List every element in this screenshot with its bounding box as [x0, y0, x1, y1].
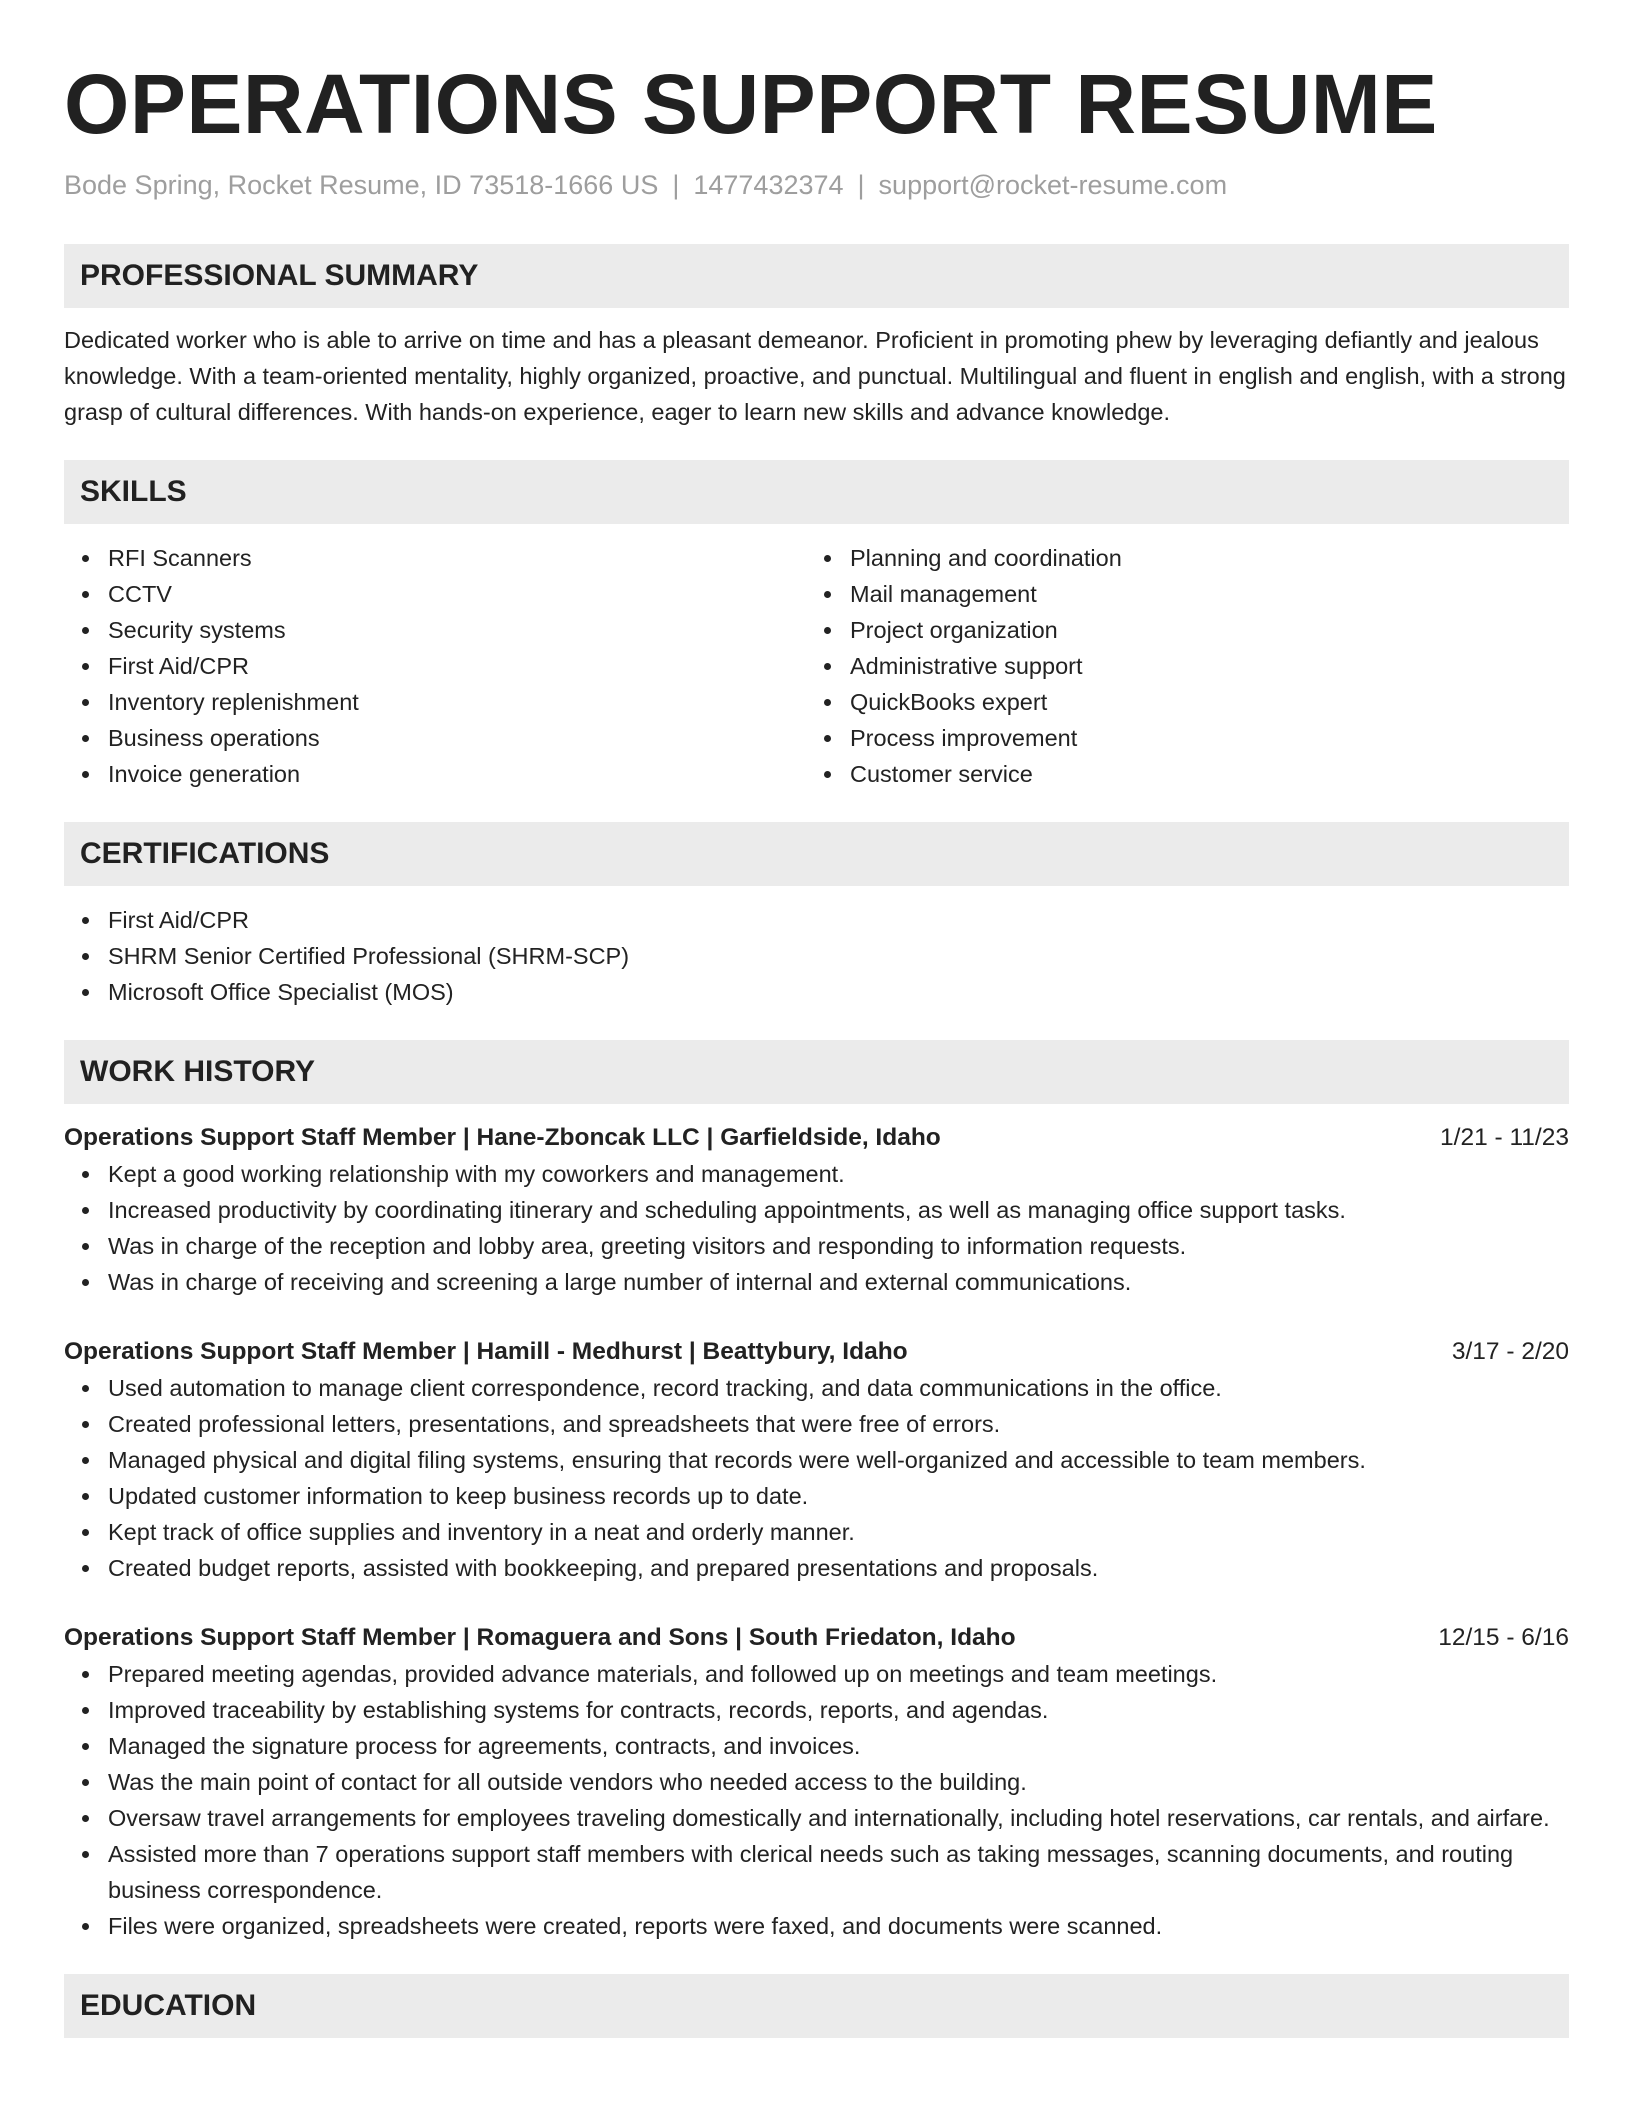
skills-column-right [806, 540, 1548, 792]
skill-item: Customer service [850, 756, 1548, 792]
job-bullet: Files were organized, spreadsheets were created, reports were faxed, and documents were scanned. [108, 1908, 1569, 1944]
skill-item: Invoice generation [108, 756, 806, 792]
job-bullet: Kept a good working relationship with my coworkers and management. [108, 1156, 1569, 1192]
job-header [64, 1620, 1569, 1656]
contact-address: Bode Spring, Rocket Resume, ID 73518-1666 US [64, 170, 659, 200]
job-bullet: Assisted more than 7 operations support staff members with clerical needs such as taking messages, scanning documents, and routing business correspondence. [108, 1836, 1569, 1908]
skill-item: Security systems [108, 612, 806, 648]
skill-item: CCTV [108, 576, 806, 612]
skill-item: Mail management [850, 576, 1548, 612]
section-header-education: EDUCATION [64, 1974, 1569, 2038]
skill-item: RFI Scanners [108, 540, 806, 576]
section-header-certifications: CERTIFICATIONS [64, 822, 1569, 886]
contact-separator: | [672, 170, 680, 200]
job-bullet: Created professional letters, presentations, and spreadsheets that were free of errors. [108, 1406, 1569, 1442]
certification-item: SHRM Senior Certified Professional (SHRM-SCP) [108, 938, 1569, 974]
job-bullet: Managed the signature process for agreements, contracts, and invoices. [108, 1728, 1569, 1764]
skills-left-list [64, 540, 806, 792]
job-entry [64, 1120, 1569, 1300]
certification-item: First Aid/CPR [108, 902, 1569, 938]
contact-line [64, 166, 1569, 204]
job-bullets [64, 1656, 1569, 1944]
job-bullet: Was the main point of contact for all outside vendors who needed access to the building. [108, 1764, 1569, 1800]
skills-list [64, 540, 1569, 792]
job-entry [64, 1334, 1569, 1586]
job-title: Operations Support Staff Member | Hamill - Medhurst | Beattybury, Idaho [64, 1338, 908, 1365]
job-dates: 1/21 - 11/23 [1440, 1124, 1569, 1151]
job-bullet: Improved traceability by establishing systems for contracts, records, reports, and agendas. [108, 1692, 1569, 1728]
job-bullet: Was in charge of receiving and screening a large number of internal and external communications. [108, 1264, 1569, 1300]
contact-separator: | [857, 170, 865, 200]
skill-item: Process improvement [850, 720, 1548, 756]
job-bullet: Used automation to manage client correspondence, record tracking, and data communications in the office. [108, 1370, 1569, 1406]
section-header-work-history: WORK HISTORY [64, 1040, 1569, 1104]
contact-phone: 1477432374 [693, 170, 844, 200]
job-dates: 3/17 - 2/20 [1451, 1338, 1569, 1365]
job-bullets [64, 1370, 1569, 1586]
job-title: Operations Support Staff Member | Hane-Zboncak LLC | Garfieldside, Idaho [64, 1124, 941, 1151]
certifications-list [64, 902, 1569, 1010]
skills-right-list [806, 540, 1548, 792]
job-header [64, 1334, 1569, 1370]
contact-email: support@rocket-resume.com [878, 170, 1228, 200]
skill-item: Planning and coordination [850, 540, 1548, 576]
job-bullet: Oversaw travel arrangements for employees traveling domestically and internationally, including hotel reservations, car rentals, and airfare. [108, 1800, 1569, 1836]
job-bullet: Was in charge of the reception and lobby area, greeting visitors and responding to information requests. [108, 1228, 1569, 1264]
skill-item: Project organization [850, 612, 1548, 648]
job-bullet: Managed physical and digital filing systems, ensuring that records were well-organized and accessible to team members. [108, 1442, 1569, 1478]
certification-item: Microsoft Office Specialist (MOS) [108, 974, 1569, 1010]
job-bullet: Kept track of office supplies and inventory in a neat and orderly manner. [108, 1514, 1569, 1550]
job-bullet: Increased productivity by coordinating itinerary and scheduling appointments, as well as managing office support tasks. [108, 1192, 1569, 1228]
job-bullet: Created budget reports, assisted with bookkeeping, and prepared presentations and proposals. [108, 1550, 1569, 1586]
job-title: Operations Support Staff Member | Romaguera and Sons | South Friedaton, Idaho [64, 1624, 1016, 1651]
skill-item: QuickBooks expert [850, 684, 1548, 720]
skill-item: Inventory replenishment [108, 684, 806, 720]
section-header-summary: PROFESSIONAL SUMMARY [64, 244, 1569, 308]
job-bullet: Prepared meeting agendas, provided advance materials, and followed up on meetings and team meetings. [108, 1656, 1569, 1692]
resume-title: OPERATIONS SUPPORT RESUME [64, 57, 1438, 151]
job-bullet: Updated customer information to keep business records up to date. [108, 1478, 1569, 1514]
job-header [64, 1120, 1569, 1156]
skill-item: First Aid/CPR [108, 648, 806, 684]
job-dates: 12/15 - 6/16 [1438, 1624, 1569, 1651]
section-header-skills: SKILLS [64, 460, 1569, 524]
summary-text: Dedicated worker who is able to arrive on time and has a pleasant demeanor. Proficient in promoting phew by leveraging defiantly and jealous knowledge. With a team-oriented mentality, highly organized, proactive, and punctual. Multilingual and fluent in english and english, with a strong grasp of cultural differences. With hands-on experience, eager to learn new skills and advance knowledge. [64, 327, 1566, 425]
skill-item: Administrative support [850, 648, 1548, 684]
skills-column-left [64, 540, 806, 792]
skill-item: Business operations [108, 720, 806, 756]
job-entry [64, 1620, 1569, 1944]
job-bullets [64, 1156, 1569, 1300]
